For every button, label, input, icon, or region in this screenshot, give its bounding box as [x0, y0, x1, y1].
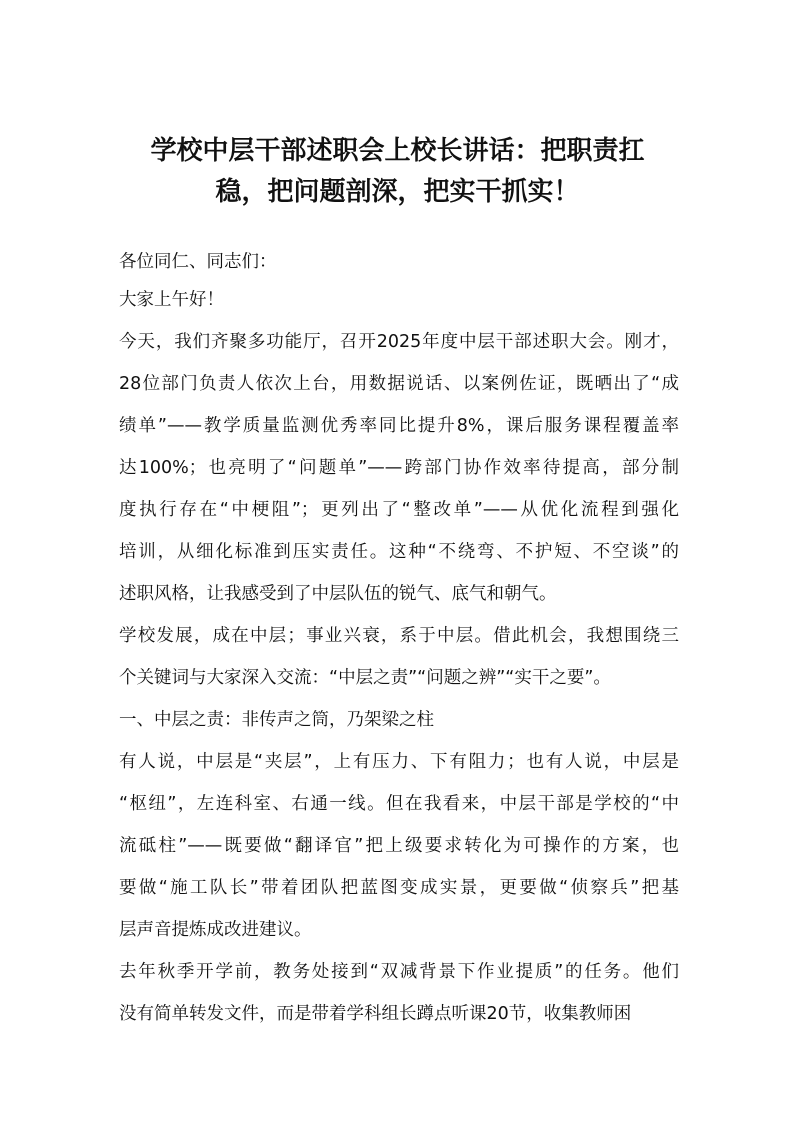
title-line: 学校中层干部述职会上校长讲话：把职责扛 [150, 136, 645, 166]
text-line: 要做“施工队长”带着团队把蓝图变成实景，更要做“侦察兵”把基 [119, 878, 679, 898]
paragraph [119, 615, 679, 699]
text-line: 流砥柱”——既要做“翻译官”把上级要求转化为可操作的方案，也 [119, 836, 679, 856]
paragraph [119, 241, 679, 279]
text-line: 没有简单转发文件，而是带着学科组长蹲点听课20节，收集教师困 [119, 1004, 632, 1024]
text-line: 一、中层之责：非传声之筒，乃架梁之柱 [119, 710, 434, 730]
text-line: 绩单”——教学质量监测优秀率同比提升8%，课后服务课程覆盖率 [119, 416, 679, 436]
text-line: “枢纽”，左连科室、右通一线。但在我看来，中层干部是学校的“中 [119, 794, 679, 814]
text-line: 个关键词与大家深入交流：“中层之责”“问题之辨”“实干之要”。 [119, 668, 611, 688]
text-line: 去年秋季开学前，教务处接到“双减背景下作业提质”的任务。他们 [119, 962, 679, 982]
text-line: 28位部门负责人依次上台，用数据说话、以案例佐证，既晒出了“成 [119, 374, 679, 394]
text-line: 今天，我们齐聚多功能厅，召开2025年度中层干部述职大会。刚才， [119, 332, 679, 352]
document-body [119, 241, 679, 1035]
paragraph [119, 279, 679, 321]
paragraph [119, 951, 679, 1035]
text-line: 培训，从细化标准到压实责任。这种“不绕弯、不护短、不空谈”的 [119, 542, 679, 562]
text-line: 层声音提炼成改进建议。 [119, 920, 312, 940]
paragraph [119, 699, 679, 741]
paragraph [119, 321, 679, 615]
text-line: 各位同仁、同志们： [119, 252, 277, 272]
title-line: 稳，把问题剖深，把实干抓实！ [215, 177, 580, 207]
text-line: 述职风格，让我感受到了中层队伍的锐气、底气和朝气。 [119, 584, 557, 604]
paragraph [119, 741, 679, 951]
text-line: 度执行存在“中梗阻”；更列出了“整改单”——从优化流程到强化 [119, 500, 679, 520]
text-line: 达100%；也亮明了“问题单”——跨部门协作效率待提高，部分制 [119, 458, 679, 478]
text-line: 有人说，中层是“夹层”，上有压力、下有阻力；也有人说，中层是 [119, 752, 679, 772]
text-line: 大家上午好！ [119, 290, 224, 310]
text-line: 学校发展，成在中层；事业兴衰，系于中层。借此机会，我想围绕三 [119, 626, 679, 646]
document-title [110, 131, 685, 213]
